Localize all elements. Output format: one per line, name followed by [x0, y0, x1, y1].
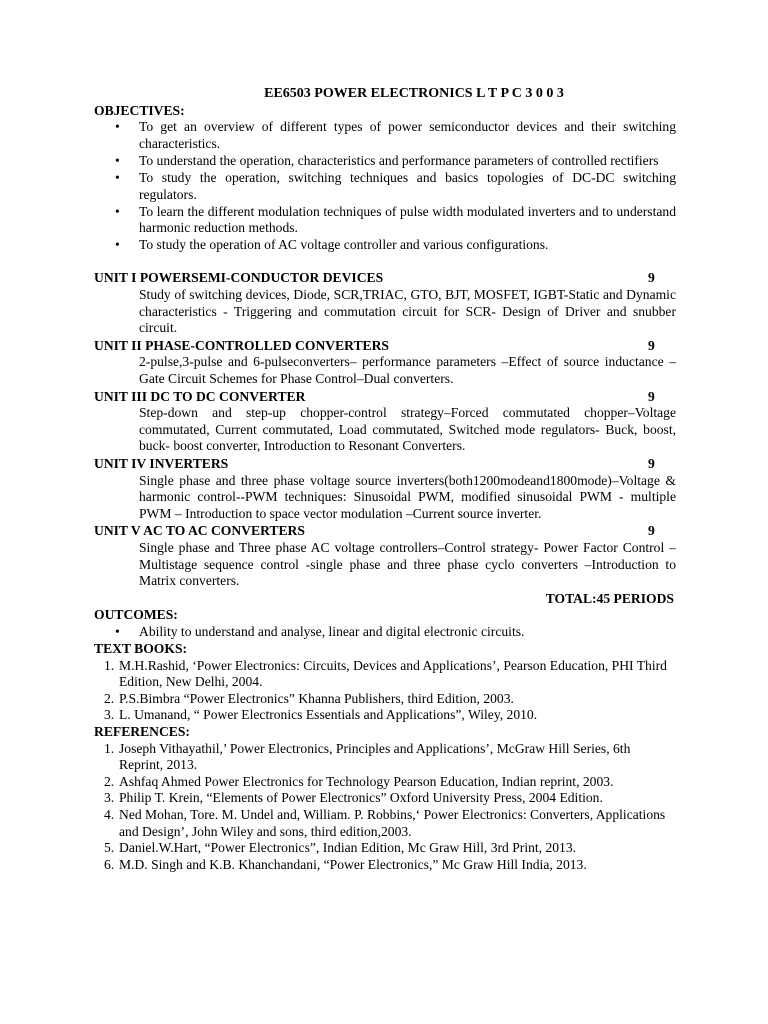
text-book-item: 1. M.H.Rashid, ‘Power Electronics: Circuits, Devices and Applications’, Pearson Education, PHI Third Edition, New Delhi, 2004.: [104, 657, 667, 690]
unit-4-content: Single phase and three phase voltage source inverters(both1200modeand1800mode)–Voltage & harmonic control--PWM techniques: Sinusoidal PWM, modified sinusoidal PWM - multiple PWM – Introduction to space vector modulation –Current source inverter.: [139, 472, 676, 521]
objective-item: • To understand the operation, characteristics and performance parameters of controlled rectifiers: [115, 152, 659, 168]
syllabus-page: [94, 86, 676, 873]
objective-item: • To learn the different modulation techniques of pulse width modulated inverters and to understand harmonic reduction methods.: [115, 203, 676, 236]
unit-1-heading: [94, 270, 676, 287]
reference-item: 5. Daniel.W.Hart, “Power Electronics”, Indian Edition, Mc Graw Hill, 3rd Print, 2013.: [104, 840, 577, 856]
unit-3-heading: [94, 389, 676, 406]
unit-title: UNIT V AC TO AC CONVERTERS: [94, 523, 305, 539]
unit-1-content: Study of switching devices, Diode, SCR,TRIAC, GTO, BJT, MOSFET, IGBT-Static and Dynamic characteristics - Triggering and commutation circuit for SCR- Design of Driver and snubber circuit.: [139, 287, 676, 336]
bullet-icon: •: [115, 169, 120, 185]
objective-item: • To study the operation, switching techniques and basics topologies of DC-DC switching regulators.: [115, 169, 676, 202]
reference-item: 1. Joseph Vithayathil,’ Power Electronics, Principles and Applications’, McGraw Hill Series, 6th Reprint, 2013.: [104, 740, 631, 773]
objectives-list: [94, 119, 676, 254]
text-book-item: 3. L. Umanand, “ Power Electronics Essentials and Applications”, Wiley, 2010.: [104, 707, 538, 723]
bullet-icon: •: [115, 119, 120, 135]
unit-title: UNIT III DC TO DC CONVERTER: [94, 388, 306, 404]
outcome-item: • Ability to understand and analyse, linear and digital electronic circuits.: [115, 623, 525, 639]
unit-title: UNIT I POWERSEMI-CONDUCTOR DEVICES: [94, 270, 384, 286]
unit-2-heading: [94, 338, 676, 355]
unit-hours: 9: [648, 337, 655, 353]
references-heading: REFERENCES:: [94, 723, 190, 739]
unit-hours: 9: [648, 455, 655, 471]
objective-item: • To get an overview of different types of power semiconductor devices and their switching characteristics.: [115, 119, 676, 151]
bullet-icon: •: [115, 152, 120, 168]
objectives-heading: OBJECTIVES:: [94, 102, 185, 118]
bullet-icon: •: [115, 237, 120, 253]
unit-2-content: 2-pulse,3-pulse and 6-pulseconverters– performance parameters –Effect of source inductance – Gate Circuit Schemes for Phase Control–Dual converters.: [139, 354, 676, 386]
unit-title: UNIT II PHASE-CONTROLLED CONVERTERS: [94, 337, 389, 353]
outcomes-list: [94, 624, 676, 641]
unit-4-heading: [94, 456, 676, 473]
unit-title: UNIT IV INVERTERS: [94, 455, 229, 471]
unit-3-content: Step-down and step-up chopper-control strategy–Forced commutated chopper–Voltage commutated, Current commutated, Load commutated, Switched mode regulators- Buck, boost, buck- boost converter, Introduction to Resonant Converters.: [139, 405, 676, 454]
text-book-item: 2. P.S.Bimbra “Power Electronics” Khanna Publishers, third Edition, 2003.: [104, 690, 514, 706]
total-periods: TOTAL:45 PERIODS: [545, 590, 674, 606]
page-title: EE6503 POWER ELECTRONICS L T P C 3 0 0 3: [264, 86, 564, 101]
unit-hours: 9: [648, 270, 655, 286]
bullet-icon: •: [115, 623, 120, 639]
unit-5-content: Single phase and Three phase AC voltage controllers–Control strategy- Power Factor Control – Multistage sequence control -single phase and three phase cyclo converters –Introduction to Matrix converters.: [139, 539, 676, 589]
reference-item: 6. M.D. Singh and K.B. Khanchandani, “Power Electronics,” Mc Graw Hill India, 2013.: [104, 856, 587, 872]
text-books-list: [94, 658, 676, 724]
objective-item: • To study the operation of AC voltage controller and various configurations.: [115, 237, 549, 253]
unit-hours: 9: [648, 388, 655, 404]
reference-item: 4. Ned Mohan, Tore. M. Undel and, William. P. Robbins,‘ Power Electronics: Converters, Applications and Design’, John Wiley and sons, third edition,2003.: [104, 806, 666, 839]
outcomes-heading: OUTCOMES:: [94, 607, 178, 623]
reference-item: 3. Philip T. Krein, “Elements of Power Electronics” Oxford University Press, 2004 Edition.: [104, 790, 603, 806]
unit-5-heading: [94, 523, 676, 540]
text-books-heading: TEXT BOOKS:: [94, 641, 188, 656]
references-list: [94, 741, 676, 874]
reference-item: 2. Ashfaq Ahmed Power Electronics for Technology Pearson Education, Indian reprint, 2003.: [104, 773, 614, 789]
bullet-icon: •: [115, 203, 120, 219]
unit-hours: 9: [648, 523, 655, 539]
